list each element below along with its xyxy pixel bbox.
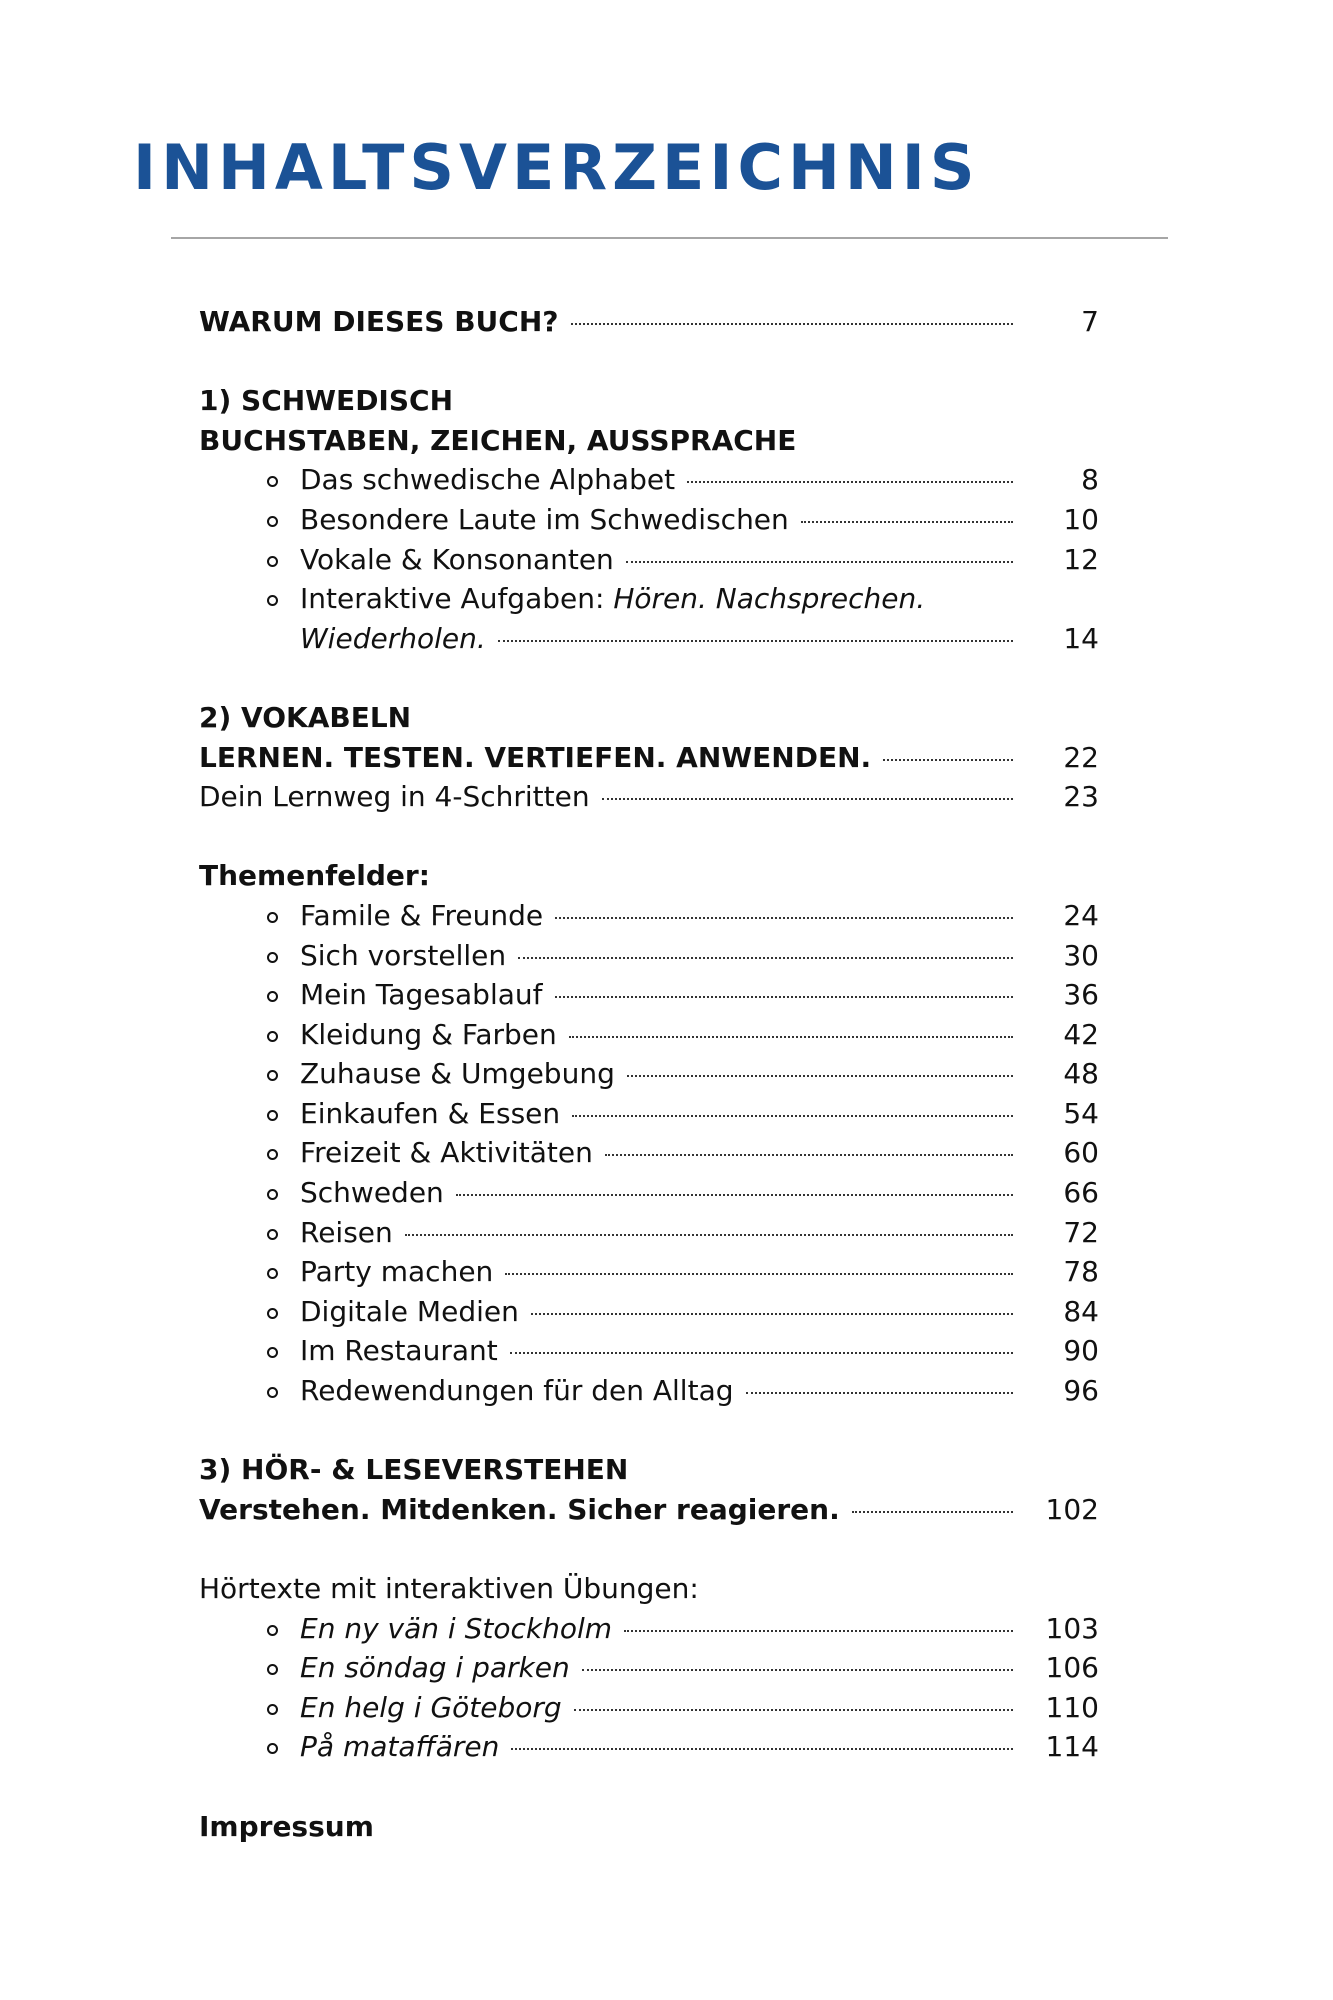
toc-page-number: 90 (1063, 1334, 1099, 1368)
toc-page-number: 48 (1063, 1057, 1099, 1091)
toc-entry[interactable] (199, 1648, 1099, 1688)
toc-entry-label: Mein Tagesablauf (300, 978, 543, 1012)
toc-entry-label: Freizeit & Aktivitäten (300, 1136, 593, 1170)
listening-texts-list (199, 1609, 1099, 1767)
toc-page-number: 36 (1063, 978, 1099, 1012)
bullet-icon (267, 1268, 278, 1279)
bullet-icon (267, 595, 278, 606)
toc-entry-label: En helg i Göteborg (300, 1690, 562, 1724)
toc-entry[interactable] (199, 1213, 1099, 1253)
toc-entry-label: Vokale & Konsonanten (300, 542, 614, 576)
section-1-subheading: BUCHSTABEN, ZEICHEN, AUSSPRACHE (199, 423, 797, 457)
toc-entry[interactable] (199, 1727, 1099, 1767)
section-2-heading: 2) VOKABELN (199, 700, 412, 734)
toc-entry-label: Famile & Freunde (300, 898, 544, 932)
toc-page-number: 96 (1063, 1374, 1099, 1408)
toc-page-number: 22 (1063, 740, 1099, 774)
toc-entry[interactable] (199, 1094, 1099, 1134)
bullet-icon (267, 1347, 278, 1358)
toc-page-number: 8 (1081, 463, 1099, 497)
bullet-icon (267, 1664, 278, 1675)
toc-entry[interactable] (199, 460, 1099, 500)
page-title: INHALTSVERZEICHNIS (133, 131, 980, 204)
toc-entry[interactable] (199, 540, 1099, 580)
toc-entry-label: På mataffären (300, 1730, 500, 1764)
dot-leader (602, 798, 1013, 800)
toc-entry-label: Einkaufen & Essen (300, 1096, 561, 1130)
bullet-icon (267, 1149, 278, 1160)
toc-page-number: 60 (1063, 1136, 1099, 1170)
bullet-icon (267, 516, 278, 527)
dot-leader (405, 1234, 1013, 1236)
dot-leader (555, 917, 1013, 919)
bullet-icon (267, 1189, 278, 1200)
toc-entry-label: Party machen (300, 1255, 494, 1289)
toc-entry-label: Redewendungen für den Alltag (300, 1374, 734, 1408)
topics-heading: Themenfelder: (199, 859, 430, 893)
bullet-icon (267, 952, 278, 963)
dot-leader (582, 1669, 1013, 1671)
bullet-icon (267, 912, 278, 923)
toc-entry[interactable] (199, 1252, 1099, 1292)
toc-page-number: 72 (1063, 1215, 1099, 1249)
toc-entry-label: Interaktive Aufgaben: (300, 582, 614, 616)
dot-leader (505, 1273, 1013, 1275)
toc-entry[interactable] (199, 1015, 1099, 1055)
dot-leader (511, 1748, 1013, 1750)
bullet-icon (267, 1625, 278, 1636)
toc-entry[interactable] (199, 1054, 1099, 1094)
toc-entry[interactable] (199, 1331, 1099, 1371)
toc-entry-label: Sich vorstellen (300, 938, 507, 972)
toc-page-number: 42 (1063, 1017, 1099, 1051)
dot-leader (574, 1709, 1013, 1711)
toc-page-number: 102 (1045, 1492, 1099, 1526)
toc-page-number: 30 (1063, 938, 1099, 972)
toc-page-number: 103 (1045, 1611, 1099, 1645)
dot-leader (624, 1630, 1013, 1632)
toc-entry-impressum[interactable]: Impressum (199, 1809, 374, 1843)
toc-entry-intro[interactable] (199, 302, 1099, 342)
toc-page-number: 7 (1081, 305, 1099, 338)
toc-page-number: 84 (1063, 1294, 1099, 1328)
bullet-icon (267, 1031, 278, 1042)
toc-page-number: 110 (1045, 1690, 1099, 1724)
dot-leader (518, 957, 1013, 959)
toc-page-number: 10 (1063, 502, 1099, 536)
toc-entry[interactable] (199, 1609, 1099, 1649)
toc-page-number: 54 (1063, 1096, 1099, 1130)
toc-page-number: 24 (1063, 898, 1099, 932)
toc-entry-label: Reisen (300, 1215, 393, 1249)
toc-page-number: 78 (1063, 1255, 1099, 1289)
dot-leader (572, 1115, 1013, 1117)
toc-entry[interactable] (199, 1173, 1099, 1213)
toc-entry-tasks-continued[interactable] (199, 619, 1099, 659)
toc-entry-label: WARUM DIESES BUCH? (199, 305, 559, 338)
toc-entry[interactable] (199, 975, 1099, 1015)
bullet-icon (267, 1229, 278, 1240)
toc-page-number: 14 (1063, 621, 1099, 655)
dot-leader (498, 640, 1013, 642)
topics-list (199, 896, 1099, 1411)
toc-entry-label: Das schwedische Alphabet (300, 463, 676, 497)
toc-entry-label: En ny vän i Stockholm (300, 1611, 613, 1645)
bullet-icon (267, 556, 278, 567)
toc-entry-learnpath[interactable] (199, 777, 1099, 817)
toc-entry-label: Zuhause & Umgebung (300, 1057, 615, 1091)
dot-leader (627, 1075, 1013, 1077)
bullet-icon (267, 1387, 278, 1398)
bullet-icon (267, 1308, 278, 1319)
toc-entry-label: LERNEN. TESTEN. VERTIEFEN. ANWENDEN. (199, 740, 872, 774)
dot-leader (571, 323, 1013, 325)
toc-entry[interactable] (199, 1371, 1099, 1411)
toc-entry[interactable] (199, 1133, 1099, 1173)
toc-entry-label-italic: Hören. Nachsprechen. (613, 582, 926, 616)
toc-page-number: 106 (1045, 1651, 1099, 1685)
bullet-icon (267, 1110, 278, 1121)
section-3-heading: 3) HÖR- & LESEVERSTEHEN (199, 1453, 629, 1487)
dot-leader (605, 1154, 1013, 1156)
toc-entry-label: Schweden (300, 1176, 444, 1210)
toc-page-number: 23 (1063, 780, 1099, 814)
toc-entry-label-italic: Wiederholen. (300, 621, 486, 655)
dot-leader (626, 561, 1013, 563)
toc-entry-label: En söndag i parken (300, 1651, 570, 1685)
title-divider (171, 237, 1168, 239)
listening-texts-heading: Hörtexte mit interaktiven Übungen: (199, 1572, 699, 1605)
toc-page-number: 114 (1045, 1730, 1099, 1764)
toc-page-number: 12 (1063, 542, 1099, 576)
toc-page-number: 66 (1063, 1176, 1099, 1210)
bullet-icon (267, 1070, 278, 1081)
section-2-subheading[interactable] (199, 738, 1099, 778)
dot-leader (746, 1392, 1014, 1394)
dot-leader (883, 759, 1013, 761)
dot-leader (555, 996, 1014, 998)
bullet-icon (267, 1743, 278, 1754)
toc-entry[interactable] (199, 896, 1099, 936)
section-3-subheading[interactable] (199, 1490, 1099, 1530)
bullet-icon (267, 991, 278, 1002)
dot-leader (852, 1511, 1013, 1513)
table-of-contents (199, 302, 1099, 1846)
toc-entry-label: Digitale Medien (300, 1294, 519, 1328)
bullet-icon (267, 1704, 278, 1715)
dot-leader (531, 1313, 1013, 1315)
toc-entry-label: Verstehen. Mitdenken. Sicher reagieren. (199, 1492, 840, 1526)
toc-entry[interactable] (199, 936, 1099, 976)
bullet-icon (267, 476, 278, 487)
dot-leader (687, 481, 1013, 483)
toc-entry[interactable] (199, 1688, 1099, 1728)
dot-leader (510, 1352, 1013, 1354)
toc-entry[interactable] (199, 1292, 1099, 1332)
toc-entry-label: Besondere Laute im Schwedischen (300, 502, 789, 536)
toc-entry-tasks[interactable] (199, 579, 1099, 619)
toc-entry-label: Dein Lernweg in 4-Schritten (199, 780, 590, 814)
section-1-heading: 1) SCHWEDISCH (199, 384, 453, 418)
dot-leader (569, 1036, 1013, 1038)
toc-entry-label: Im Restaurant (300, 1334, 498, 1368)
toc-entry[interactable] (199, 500, 1099, 540)
toc-entry-label: Kleidung & Farben (300, 1017, 557, 1051)
dot-leader (801, 521, 1013, 523)
dot-leader (456, 1194, 1013, 1196)
